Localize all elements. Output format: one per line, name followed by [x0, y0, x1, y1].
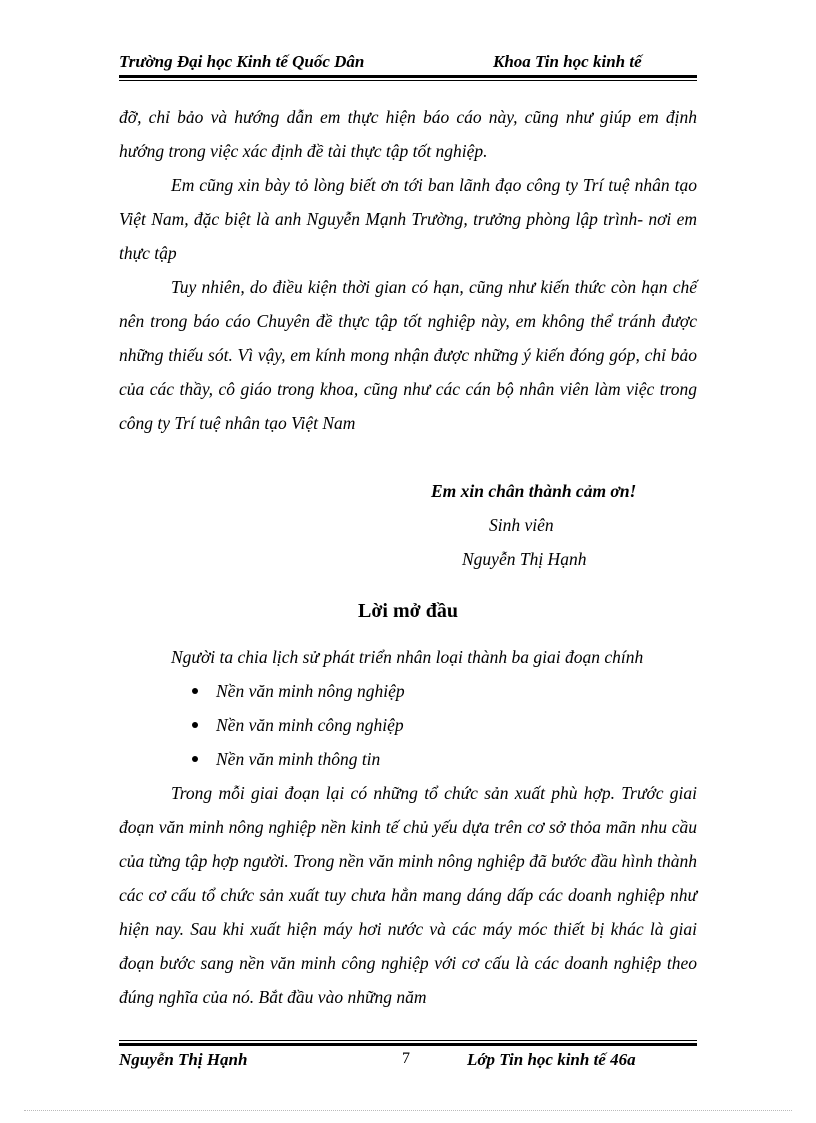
footer-rule-thick — [119, 1043, 697, 1046]
header-rule-thick — [119, 75, 697, 78]
header-university: Trường Đại học Kinh tế Quốc Dân — [119, 52, 365, 71]
footer-rule-thin — [119, 1040, 697, 1041]
footer-author: Nguyễn Thị Hạnh — [119, 1050, 248, 1069]
acknowledgement-paragraph-1: đỡ, chỉ bảo và hướng dẫn em thực hiện báo cáo này, cũng như giúp em định hướng trong việc xác định đề tài thực tập tốt nghiệp. — [119, 107, 697, 161]
bullet-text: Nền văn minh công nghiệp — [216, 715, 404, 735]
section-title: Lời mở đầu — [358, 600, 458, 622]
bullet-icon — [192, 722, 198, 728]
page-footer — [119, 1050, 697, 1072]
bullet-list — [119, 674, 697, 776]
header-faculty: Khoa Tin học kinh tế — [493, 52, 642, 71]
footer-class: Lớp Tin học kinh tế 46a — [467, 1050, 636, 1069]
signature-name: Nguyễn Thị Hạnh — [462, 549, 587, 569]
bullet-icon — [192, 756, 198, 762]
bullet-item — [119, 674, 697, 708]
introduction-paragraph: Trong mỗi giai đoạn lại có những tổ chức sản xuất phù hợp. Trước giai đoạn văn minh nông nghiệp nền kinh tế chủ yếu dựa trên cơ sở thỏa mãn nhu cầu của từng tập hợp người. Trong nền văn minh nông nghiệp đã bước đầu hình thành các cơ cấu tổ chức sản xuất tuy chưa hẳn mang dáng dấp các doanh nghiệp như hiện nay. Sau khi xuất hiện máy hơi nước và các máy móc thiết bị khác là giai đoạn bước sang nền văn minh công nghiệp với cơ cấu là các doanh nghiệp theo đúng nghĩa của nó. Bắt đầu vào những năm — [119, 783, 697, 1007]
page-edge-divider — [24, 1110, 792, 1111]
bullet-icon — [192, 688, 198, 694]
bullet-item — [119, 742, 697, 776]
acknowledgement-text — [119, 100, 697, 440]
introduction-block — [119, 640, 697, 1014]
acknowledgement-paragraph-3: Tuy nhiên, do điều kiện thời gian có hạn, cũng như kiến thức còn hạn chế nên trong báo cáo Chuyên đề thực tập tốt nghiệp này, em không thể tránh được những thiếu sót. Vì vậy, em kính mong nhận được những ý kiến đóng góp, chỉ bảo của các thầy, cô giáo trong khoa, cũng như các cán bộ nhân viên làm việc trong công ty Trí tuệ nhân tạo Việt Nam — [119, 277, 697, 433]
header-rule-thin — [119, 80, 697, 81]
bullet-text: Nền văn minh nông nghiệp — [216, 681, 405, 701]
page-header — [119, 52, 697, 74]
bullet-text: Nền văn minh thông tin — [216, 749, 381, 769]
thanks-line: Em xin chân thành cảm ơn! — [431, 481, 637, 501]
acknowledgement-paragraph-2: Em cũng xin bày tỏ lòng biết ơn tới ban lãnh đạo công ty Trí tuệ nhân tạo Việt Nam, đặc biệt là anh Nguyễn Mạnh Trường, trưởng phòng lập trình- nơi em thực tập — [119, 175, 697, 263]
bullet-item — [119, 708, 697, 742]
signature-role: Sinh viên — [489, 515, 554, 535]
introduction-lead: Người ta chia lịch sử phát triển nhân loại thành ba giai đoạn chính — [171, 647, 644, 667]
page-number: 7 — [402, 1050, 410, 1067]
